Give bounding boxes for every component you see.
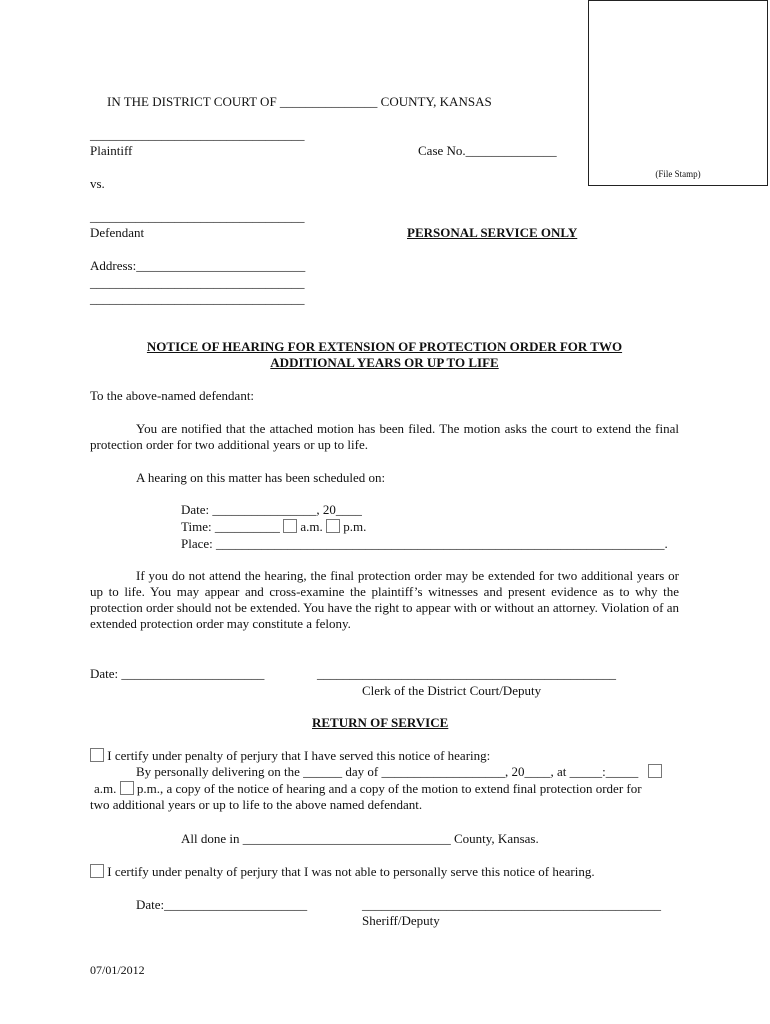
hearing-pm-label: p.m. [343, 519, 367, 534]
sheriff-date-field[interactable]: Date:______________________ [136, 897, 308, 912]
certify-not-served-checkbox[interactable] [90, 864, 104, 878]
personal-service-heading: PERSONAL SERVICE ONLY [407, 225, 578, 240]
versus-label: vs. [90, 176, 105, 191]
form-revision-date: 07/01/2012 [90, 963, 145, 977]
warning-paragraph: If you do not attend the hearing, the final protection order may be extended for two additional years or up to life. You may appear and cross-examine the plaintiff’s witnesses and present evidence as to why the protection order should not be extended. You have the right to appear with or without an attorney. Violation of an extended protection order may constitute a felony. [90, 568, 679, 631]
defendant-name-line[interactable]: _________________________________ [90, 209, 305, 224]
delivering-continued-text: p.m., a copy of the notice of hearing and a copy of the motion to extend final protection order for [136, 781, 642, 796]
notice-title-line-1: NOTICE OF HEARING FOR EXTENSION OF PROTECTION ORDER FOR TWO [146, 339, 623, 354]
return-of-service-heading: RETURN OF SERVICE [312, 715, 449, 730]
address-field[interactable]: Address:__________________________ [90, 258, 306, 273]
address-line-2[interactable]: _________________________________ [90, 275, 305, 290]
scheduled-text: A hearing on this matter has been scheduled on: [136, 470, 386, 485]
defendant-label: Defendant [90, 225, 145, 240]
sheriff-signature-line[interactable]: ______________________________________________ [362, 897, 661, 912]
delivering-text[interactable]: By personally delivering on the ______ day of ___________________, 20____, at _____:_____ [136, 764, 639, 779]
court-header: IN THE DISTRICT COURT OF _______________ COUNTY, KANSAS [107, 94, 492, 109]
notice-paragraph: You are notified that the attached motion has been filed. The motion asks the court to extend the final protection order for two additional years or up to life. [90, 421, 679, 452]
address-line-3[interactable]: _________________________________ [90, 291, 305, 306]
delivery-pm-checkbox[interactable] [120, 781, 134, 795]
file-stamp-label: (File Stamp) [655, 169, 701, 179]
clerk-signature-line[interactable]: ______________________________________________ [317, 666, 616, 681]
clerk-label: Clerk of the District Court/Deputy [362, 683, 542, 698]
hearing-date-field[interactable]: Date: ________________, 20____ [181, 502, 362, 517]
sheriff-label: Sheriff/Deputy [362, 913, 440, 928]
plaintiff-name-line[interactable]: _________________________________ [90, 127, 305, 142]
delivery-am-checkbox[interactable] [648, 764, 662, 778]
certify-not-served-row [90, 864, 595, 880]
hearing-time-row [181, 519, 366, 535]
delivery-am-label: a.m. [94, 781, 117, 796]
certify-not-served-text: I certify under penalty of perjury that I was not able to personally serve this notice of hearing. [107, 864, 595, 879]
case-number-field[interactable]: Case No.______________ [418, 143, 557, 158]
plaintiff-label: Plaintiff [90, 143, 133, 158]
hearing-place-field[interactable]: Place: _____________________________________________________________________. [181, 536, 668, 551]
hearing-time-field[interactable]: Time: __________ [181, 519, 280, 534]
delivering-row [136, 764, 662, 780]
hearing-pm-checkbox[interactable] [326, 519, 340, 533]
notice-title-line-2: ADDITIONAL YEARS OR UP TO LIFE [270, 355, 499, 370]
salutation: To the above-named defendant: [90, 388, 255, 403]
clerk-date-field[interactable]: Date: ______________________ [90, 666, 265, 681]
delivering-row-2 [94, 781, 642, 797]
hearing-am-checkbox[interactable] [283, 519, 297, 533]
certify-served-checkbox[interactable] [90, 748, 104, 762]
file-stamp-box [588, 0, 768, 186]
all-done-county-field[interactable]: All done in ________________________________ County, Kansas. [181, 831, 539, 846]
delivering-continued-text-2: two additional years or up to life to the above named defendant. [90, 797, 423, 812]
certify-served-row [90, 748, 490, 764]
certify-served-text: I certify under penalty of perjury that I have served this notice of hearing: [107, 748, 491, 763]
hearing-am-label: a.m. [300, 519, 323, 534]
